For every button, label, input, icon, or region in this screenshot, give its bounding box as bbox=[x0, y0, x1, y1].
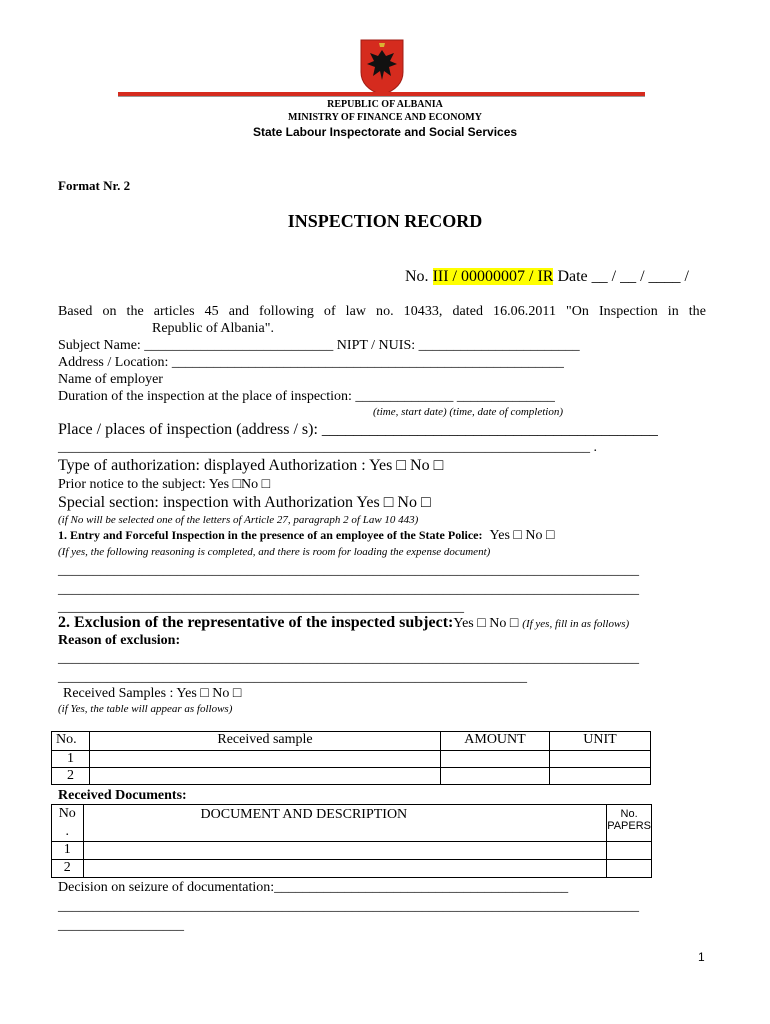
decision-line1: ___________________________________________________________________________________ bbox=[58, 899, 639, 914]
doc-no-label: No bbox=[58, 806, 76, 821]
section2-note: (If yes, fill in as follows) bbox=[522, 618, 630, 630]
samples-note: (if Yes, the table will appear as follows) bbox=[58, 703, 233, 715]
section1-heading bbox=[58, 528, 554, 544]
table-header-cell: Received sample bbox=[90, 732, 441, 751]
exclusion-reason-label: Reason of exclusion: bbox=[58, 633, 181, 648]
table-row bbox=[52, 842, 652, 860]
section1-answer: Yes □ No □ bbox=[489, 528, 555, 543]
table-header-cell: No. PAPERS bbox=[607, 805, 652, 842]
header-republic: REPUBLIC OF ALBANIA bbox=[327, 99, 443, 110]
address-field: Address / Location: ________________________________________________________ bbox=[58, 355, 564, 370]
section2-title: 2. Exclusion of the representative of the inspected subject: bbox=[58, 614, 454, 631]
doc-no-dot: . bbox=[65, 824, 69, 839]
table-row bbox=[52, 751, 651, 768]
table-header-cell: DOCUMENT AND DESCRIPTION bbox=[83, 805, 607, 842]
table-cell[interactable] bbox=[83, 860, 607, 878]
section2-answer: Yes □ No □ bbox=[453, 616, 519, 631]
received-samples-label: Received Samples : Yes □ No □ bbox=[63, 686, 242, 701]
section1-title: 1. Entry and Forceful Inspection in the presence of an employee of the State Police: bbox=[58, 528, 483, 542]
place-field-continued: ____________________________________________________________________________ . bbox=[58, 440, 597, 455]
section1-note: (If yes, the following reasoning is completed, and there is room for loading the expense document) bbox=[58, 546, 491, 558]
table-cell[interactable] bbox=[550, 768, 651, 785]
table-header-cell bbox=[52, 805, 84, 842]
table-header-row bbox=[52, 805, 652, 842]
received-documents-label: Received Documents: bbox=[58, 788, 187, 803]
section1-line3: __________________________________________________________ bbox=[58, 600, 464, 615]
table-cell: 2 bbox=[52, 860, 84, 878]
prior-notice: Prior notice to the subject: Yes □No □ bbox=[58, 477, 271, 492]
table-header-cell: UNIT bbox=[550, 732, 651, 751]
table-cell[interactable] bbox=[441, 768, 550, 785]
authorization-note: (if No will be selected one of the letters of Article 27, paragraph 2 of Law 10 443) bbox=[58, 514, 419, 526]
table-cell[interactable] bbox=[550, 751, 651, 768]
record-no-value: III / 00000007 / IR bbox=[432, 268, 554, 285]
authorization-type: Type of authorization: displayed Authorization : Yes □ No □ bbox=[58, 457, 444, 474]
table-cell: 2 bbox=[52, 768, 90, 785]
table-header-cell: AMOUNT bbox=[441, 732, 550, 751]
legal-basis-line1: Based on the articles 45 and following of law no. 10433, dated 16.06.2011 "On Inspection in the bbox=[58, 304, 706, 319]
header-ministry: MINISTRY OF FINANCE AND ECONOMY bbox=[288, 112, 482, 123]
table-cell[interactable] bbox=[441, 751, 550, 768]
special-section: Special section: inspection with Authorization Yes □ No □ bbox=[58, 494, 431, 511]
table-cell[interactable] bbox=[607, 842, 652, 860]
table-cell: 1 bbox=[52, 751, 90, 768]
table-cell[interactable] bbox=[83, 842, 607, 860]
section1-line2: ___________________________________________________________________________________ bbox=[58, 582, 639, 597]
section2-line1: ___________________________________________________________________________________ bbox=[58, 651, 639, 666]
table-cell: 1 bbox=[52, 842, 84, 860]
place-field: Place / places of inspection (address / s): __________________________________________ bbox=[58, 421, 658, 438]
received-samples-table bbox=[51, 731, 651, 785]
table-row bbox=[52, 860, 652, 878]
legal-basis-line2: Republic of Albania". bbox=[152, 321, 274, 336]
record-number bbox=[405, 268, 689, 286]
record-no-label: No. bbox=[405, 268, 429, 285]
duration-field: Duration of the inspection at the place of inspection: ______________ ______________ bbox=[58, 389, 555, 404]
albania-coat-of-arms-icon bbox=[357, 38, 407, 96]
table-cell[interactable] bbox=[607, 860, 652, 878]
decision-line2: __________________ bbox=[58, 918, 184, 933]
table-cell[interactable] bbox=[90, 768, 441, 785]
header-agency: State Labour Inspectorate and Social Services bbox=[252, 125, 518, 139]
page-number: 1 bbox=[698, 950, 705, 964]
table-header-cell: No. bbox=[52, 732, 90, 751]
received-documents-table bbox=[51, 804, 652, 878]
page-title: INSPECTION RECORD bbox=[287, 211, 483, 231]
header-grey-rule bbox=[118, 96, 645, 97]
section2-line2: ___________________________________________________________________ bbox=[58, 670, 527, 685]
employer-field: Name of employer bbox=[58, 372, 163, 387]
subject-name-field: Subject Name: ___________________________ NIPT / NUIS: _______________________ bbox=[58, 338, 580, 353]
table-cell[interactable] bbox=[90, 751, 441, 768]
section2-heading bbox=[58, 614, 629, 632]
record-date: Date __ / __ / ____ / bbox=[557, 268, 689, 285]
table-header-row bbox=[52, 732, 651, 751]
duration-note: (time, start date) (time, date of completion) bbox=[373, 406, 564, 418]
table-row bbox=[52, 768, 651, 785]
section1-line1: ___________________________________________________________________________________ bbox=[58, 563, 639, 578]
format-number: Format Nr. 2 bbox=[58, 178, 131, 193]
decision-label: Decision on seizure of documentation:__________________________________________ bbox=[58, 880, 569, 895]
